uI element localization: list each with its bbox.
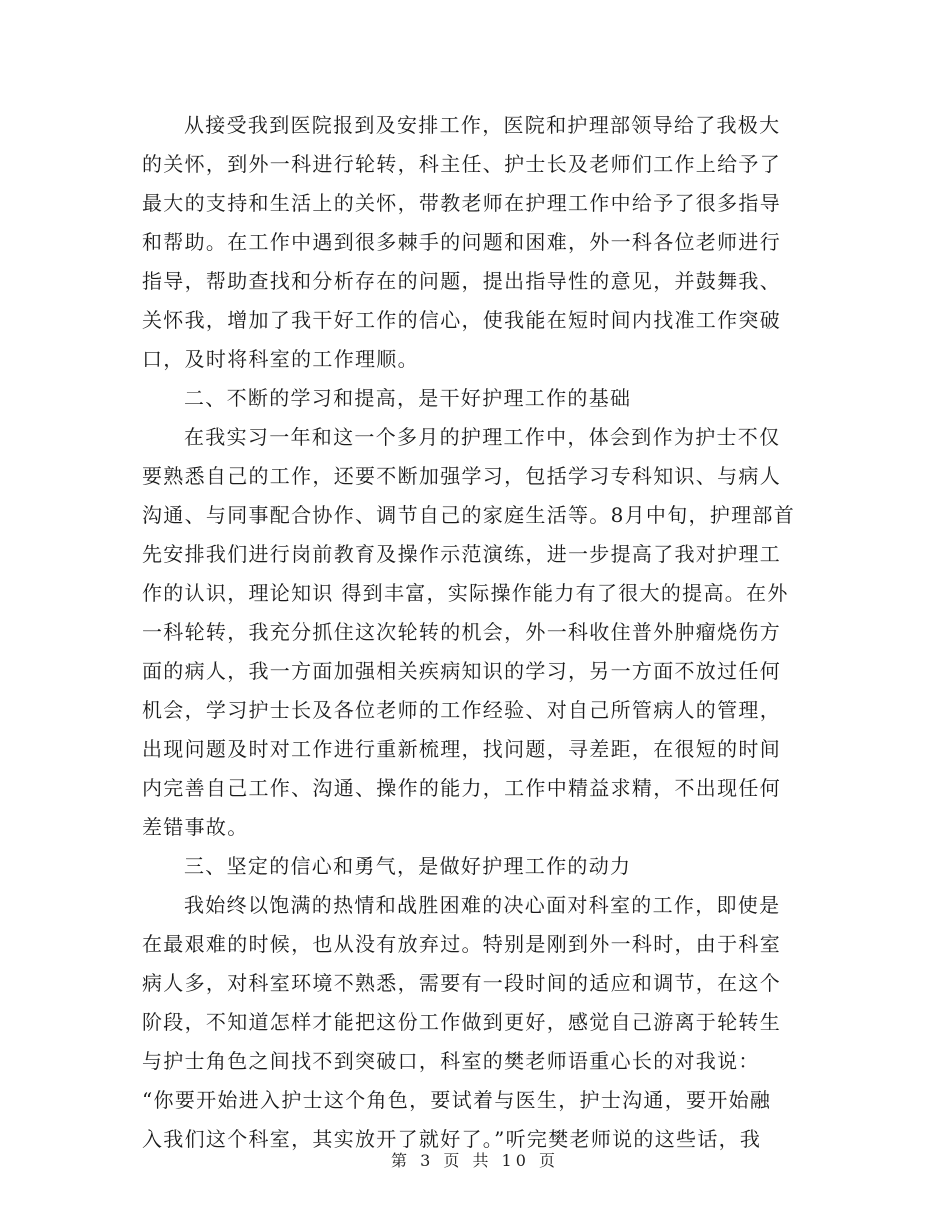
paragraph-line: 机会，学习护士长及各位老师的工作经验、对自己所管病人的管理， [142,698,781,722]
paragraph-line: 出现问题及时对工作进行重新梳理，找问题，寻差距，在很短的时间 [142,737,781,761]
paragraph-line: 内完善自己工作、沟通、操作的能力，工作中精益求精，不出现任何 [142,776,781,800]
paragraph-line: 关怀我，增加了我干好工作的信心，使我能在短时间内找准工作突破 [142,308,781,332]
section-heading: 三、坚定的信心和勇气，是做好护理工作的动力 [184,854,632,878]
paragraph-line: 作的认识，理论知识 得到丰富，实际操作能力有了很大的提高。在外 [142,581,789,605]
paragraph-line: 在最艰难的时候，也从没有放弃过。特别是刚到外一科时，由于科室 [142,932,781,956]
paragraph-line: 一科轮转，我充分抓住这次轮转的机会，外一科收住普外肿瘤烧伤方 [142,620,781,644]
paragraph-line: 沟通、与同事配合协作、调节自己的家庭生活等。8月中旬，护理部首 [142,503,796,527]
paragraph-line: 我始终以饱满的热情和战胜困难的决心面对科室的工作，即使是 [184,893,781,917]
paragraph-line: 和帮助。在工作中遇到很多棘手的问题和困难，外一科各位老师进行 [142,230,781,254]
paragraph-line: 在我实习一年和这一个多月的护理工作中，体会到作为护士不仅 [184,425,781,449]
paragraph-line: 先安排我们进行岗前教育及操作示范演练，进一步提高了我对护理工 [142,542,781,566]
section-heading: 二、不断的学习和提高，是干好护理工作的基础 [184,386,632,410]
paragraph-line: 差错事故。 [142,815,249,839]
paragraph-line: 面的病人，我一方面加强相关疾病知识的学习，另一方面不放过任何 [142,659,781,683]
paragraph-line: 从接受我到医院报到及安排工作，医院和护理部领导给了我极大 [184,113,781,137]
paragraph-line: “你要开始进入护士这个角色，要试着与医生，护士沟通，要开始融 [142,1088,772,1112]
paragraph-line: 与护士角色之间找不到突破口，科室的樊老师语重心长的对我说： [142,1049,760,1073]
paragraph-line: 指导，帮助查找和分析存在的问题，提出指导性的意见，并鼓舞我、 [142,269,781,293]
paragraph-line: 的关怀，到外一科进行轮转，科主任、护士长及老师们工作上给予了 [142,152,781,176]
paragraph-line: 入我们这个科室，其实放开了就好了。”听完樊老师说的这些话，我 [142,1127,762,1151]
paragraph-line: 要熟悉自己的工作，还要不断加强学习，包括学习专科知识、与病人 [142,464,781,488]
paragraph-line: 病人多，对科室环境不熟悉，需要有一段时间的适应和调节，在这个 [142,971,781,995]
paragraph-line: 口，及时将科室的工作理顺。 [142,347,419,371]
page-footer: 第 3 页 共 10 页 [391,1151,559,1170]
body-text [142,106,808,1159]
paragraph-line: 阶段，不知道怎样才能把这份工作做到更好，感觉自己游离于轮转生 [142,1010,781,1034]
paragraph-line: 最大的支持和生活上的关怀，带教老师在护理工作中给予了很多指导 [142,191,781,215]
